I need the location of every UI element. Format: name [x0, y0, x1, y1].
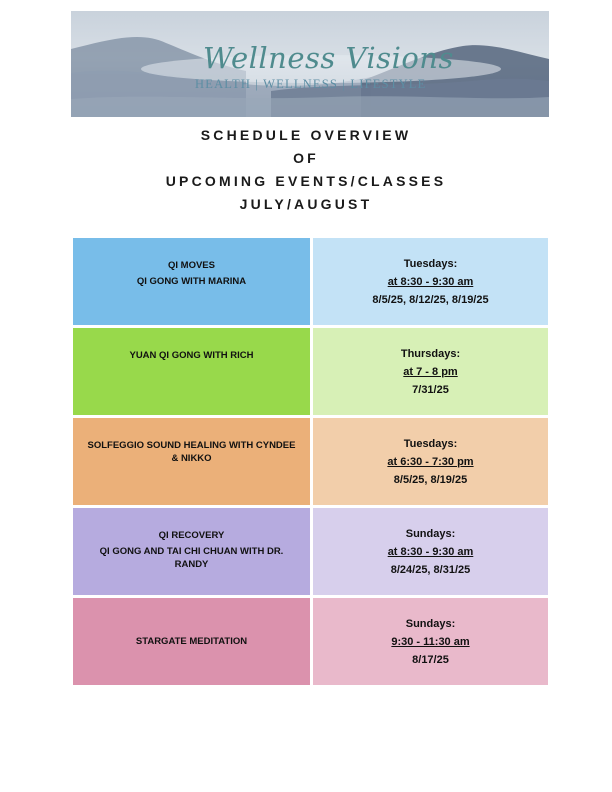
class-name-line: QI GONG AND TAI CHI CHUAN WITH DR. — [99, 546, 284, 557]
class-time-cell — [313, 508, 548, 595]
class-day: Sundays: — [405, 528, 456, 540]
class-name-line: QI RECOVERY — [158, 530, 225, 541]
class-time-cell — [313, 418, 548, 505]
class-dates: 7/31/25 — [412, 384, 449, 396]
class-name-cell — [73, 328, 310, 415]
class-day: Tuesdays: — [403, 438, 458, 450]
class-time-cell — [313, 238, 548, 325]
class-name-line: STARGATE MEDITATION — [135, 636, 248, 647]
class-day: Tuesdays: — [403, 258, 458, 270]
class-name-line: QI GONG WITH MARINA — [136, 276, 247, 287]
class-time-cell — [313, 328, 548, 415]
heading-line-1: SCHEDULE OVERVIEW — [200, 127, 412, 143]
class-dates: 8/24/25, 8/31/25 — [390, 564, 471, 576]
class-name-cell — [73, 508, 310, 595]
brand-tagline: HEALTH | WELLNESS | LIFESTYLE — [195, 77, 427, 91]
class-name-line: & NIKKO — [171, 453, 212, 464]
class-day: Sundays: — [405, 618, 456, 630]
class-name-cell — [73, 598, 310, 685]
heading-line-3: UPCOMING EVENTS/CLASSES — [165, 173, 447, 189]
class-time: at 8:30 - 9:30 am — [387, 546, 474, 558]
class-day: Thursdays: — [400, 348, 461, 360]
brand-logo-text: Wellness Visions — [203, 41, 454, 75]
class-name-line: QI MOVES — [168, 260, 215, 271]
schedule-row-qi-moves — [73, 238, 548, 325]
class-name-line: RANDY — [174, 559, 209, 570]
heading-line-2: OF — [293, 150, 319, 166]
class-time: at 8:30 - 9:30 am — [387, 276, 474, 288]
class-dates: 8/5/25, 8/12/25, 8/19/25 — [372, 294, 489, 306]
class-time-cell — [313, 598, 548, 685]
class-name-line: YUAN QI GONG WITH RICH — [129, 350, 254, 361]
class-dates: 8/17/25 — [412, 654, 449, 666]
class-time: at 7 - 8 pm — [403, 366, 458, 378]
class-name-line: SOLFEGGIO SOUND HEALING WITH CYNDEE — [87, 440, 296, 451]
class-name-cell — [73, 418, 310, 505]
schedule-row-qi-recovery — [73, 508, 548, 595]
header-banner — [71, 11, 549, 117]
class-dates: 8/5/25, 8/19/25 — [393, 474, 468, 486]
schedule-row-solfeggio — [73, 418, 548, 505]
heading-line-4: JULY/AUGUST — [239, 196, 373, 212]
class-name-cell — [73, 238, 310, 325]
class-time: at 6:30 - 7:30 pm — [387, 456, 474, 468]
schedule-row-yuan-qi-gong — [73, 328, 548, 415]
schedule-row-stargate — [73, 598, 548, 685]
class-time: 9:30 - 11:30 am — [391, 636, 470, 648]
